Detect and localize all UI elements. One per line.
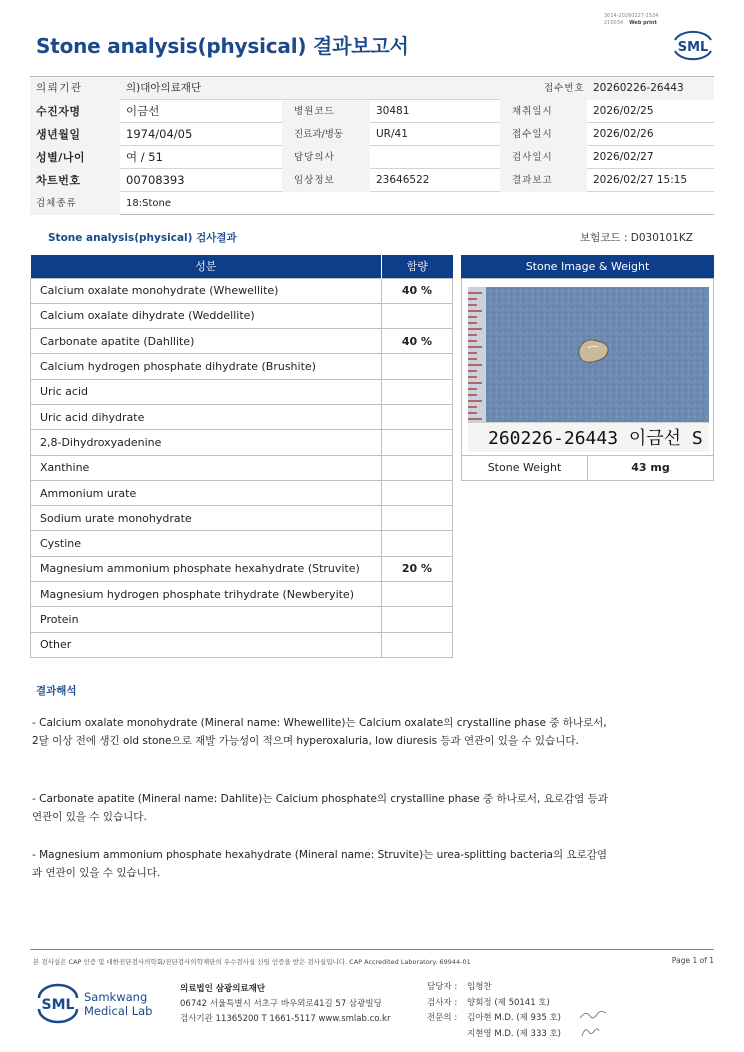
component-name: Magnesium ammonium phosphate hexahydrate (Struvite) [31,556,382,581]
info-value: 30481 [376,104,410,117]
component-amount [382,632,453,657]
svg-text:SML: SML [41,997,75,1013]
report-code-line: 3014-20260227-1534 [604,13,659,19]
component-name: Xanthine [31,455,382,480]
info-label: 수진자명 [36,104,81,118]
info-value: 2026/02/27 [593,150,654,163]
info-value: 이금선 [126,103,160,118]
table-row [31,607,453,632]
info-label: 검체종류 [36,197,77,209]
company-address: 06742 서울특별시 서초구 바우뫼로41길 57 삼광빌딩 [180,999,382,1009]
component-amount [382,607,453,632]
section-title: Stone analysis(physical) 검사결과 [48,232,237,244]
stone-weight-label: Stone Weight [462,456,588,480]
page-title: Stone analysis(physical) 결과보고서 [36,34,409,58]
stone-weight-row [461,455,714,481]
component-amount [382,455,453,480]
component-name: Ammonium urate [31,480,382,505]
component-amount [382,480,453,505]
report-code [604,13,659,27]
info-value: UR/41 [376,127,408,140]
component-name: Uric acid dihydrate [31,404,382,429]
info-row [30,169,714,192]
table-row [31,329,453,354]
info-value: 00708393 [126,172,185,187]
svg-text:SML: SML [677,40,709,55]
component-name: Carbonate apatite (Dahllite) [31,329,382,354]
component-name: Cystine [31,531,382,556]
info-value: 2026/02/27 15:15 [593,173,688,186]
info-label: 접수일시 [512,128,553,140]
info-label: 차트번호 [36,173,81,187]
accreditation-note: 본 검사실은 CAP 인증 및 대한진단검사의학회/진단검사의학재단의 우수검사실 신임 인증을 받은 검사실입니다. CAP Accredited Laboratory. 69944-01 [33,958,471,966]
info-label: 검사일시 [512,151,553,163]
component-amount [382,303,453,328]
info-value [370,146,500,169]
component-amount: 40 % [382,278,453,303]
footer-divider [30,949,714,950]
component-amount [382,582,453,607]
table-row [31,556,453,581]
column-header-amount: 함량 [382,255,453,278]
stone-photo-image [468,287,709,452]
company-english-name [84,990,152,1018]
table-row [31,404,453,429]
component-name: Uric acid [31,379,382,404]
info-value: 20260226-26443 [587,77,714,100]
info-label: 진료과/병동 [294,128,344,140]
info-value: 2026/02/26 [593,127,654,140]
page-number: Page 1 of 1 [671,956,714,965]
company-name: 의료법인 삼광의료재단 [180,984,266,994]
component-amount [382,430,453,455]
stone-weight-value: 43 mg [631,461,670,474]
table-row [31,303,453,328]
table-row [31,480,453,505]
report-code-line: 210034 [604,20,624,26]
table-row [31,278,453,303]
info-label: 접수번호 [544,82,585,94]
info-label: 병원코드 [294,105,335,117]
company-english-line: Medical Lab [84,1004,153,1018]
info-value: 여 / 51 [126,149,163,164]
info-value: 18:Stone [126,197,171,209]
info-label: 채취일시 [512,105,553,117]
component-amount [382,354,453,379]
table-row [31,506,453,531]
info-label: 임상정보 [294,174,335,186]
components-table [30,255,453,658]
info-row [30,77,714,100]
component-amount: 40 % [382,329,453,354]
interpretation-paragraph: - Magnesium ammonium phosphate hexahydrate (Mineral name: Struvite)는 urea-splitting bacteria의 요로감염과 연관이 있을 수 있습니다. [32,849,608,879]
info-value: 의)대아의료재단 [126,81,202,94]
interpretation-paragraph: - Calcium oxalate monohydrate (Mineral name: Whewellite)는 Calcium oxalate의 crystalline phase 중 하나로서, 2달 이상 전에 생긴 old stone으로 재발 가능성이 적으며 hyperoxaluria, low diuresis 등과 연관이 있을 수 있습니다. [32,717,607,747]
component-amount [382,379,453,404]
sml-logo-icon [36,982,80,1024]
staff-label: 전문의 : [427,1013,458,1023]
table-row [31,531,453,556]
info-label: 의뢰기관 [36,81,83,94]
stone-panel-title: Stone Image & Weight [461,255,714,278]
component-amount: 20 % [382,556,453,581]
staff-list [427,980,561,1042]
info-row [30,146,714,169]
component-name: Sodium urate monohydrate [31,506,382,531]
component-name: Protein [31,607,382,632]
table-row [31,455,453,480]
company-info [180,982,390,1027]
stone-photo-label: 260226-26443 이금선 S [488,428,703,449]
staff-name: 임형찬 [467,982,492,992]
staff-name: 양회정 (제 50141 호) [467,997,550,1008]
company-contact: 검사기관 11365200 T 1661-5117 www.smlab.co.kr [180,1014,391,1024]
sml-logo-icon [671,26,715,64]
company-english-line: Samkwang [84,990,148,1004]
table-row [31,354,453,379]
web-print-label: Web print [629,20,657,26]
component-name: Other [31,632,382,657]
info-value: 2026/02/25 [593,104,654,117]
staff-name: 지현영 M.D. (제 333 호) [467,1028,562,1039]
info-value: 23646522 [376,173,430,186]
table-row [31,632,453,657]
staff-label: 검사자 : [427,997,458,1008]
info-row [30,192,714,215]
stone-photo [468,287,709,452]
stone-image-frame [461,278,714,455]
column-header-component: 성분 [31,255,382,278]
table-row [31,379,453,404]
component-name: Magnesium hydrogen phosphate trihydrate (Newberyite) [31,582,382,607]
interpretation-title: 결과해석 [36,685,77,697]
info-label: 성별/나이 [36,150,86,164]
info-label: 생년월일 [36,127,81,141]
component-amount [382,531,453,556]
staff-name: 김아현 M.D. (제 935 호) [467,1013,562,1023]
component-amount [382,404,453,429]
insurance-code: 보험코드 : D030101KZ [579,232,693,244]
patient-info-table [30,76,714,215]
component-name: Calcium oxalate dihydrate (Weddellite) [31,303,382,328]
info-row [30,123,714,146]
component-name: Calcium oxalate monohydrate (Whewellite) [31,278,382,303]
component-amount [382,506,453,531]
info-label: 결과보고 [512,174,553,186]
info-label: 담당의사 [294,151,335,163]
table-row [31,582,453,607]
table-row [31,430,453,455]
info-value: 1974/04/05 [126,126,193,141]
info-row [30,100,714,123]
component-name: Calcium hydrogen phosphate dihydrate (Brushite) [31,354,382,379]
staff-label: 담당자 : [427,982,458,992]
signature-icon [578,1008,610,1042]
component-name: 2,8-Dihydroxyadenine [31,430,382,455]
interpretation-paragraph: - Carbonate apatite (Mineral name: Dahlite)는 Calcium phosphate의 crystalline phase 중 하나로서, 요로감염 등과 연관이 있을 수 있습니다. [32,793,608,823]
